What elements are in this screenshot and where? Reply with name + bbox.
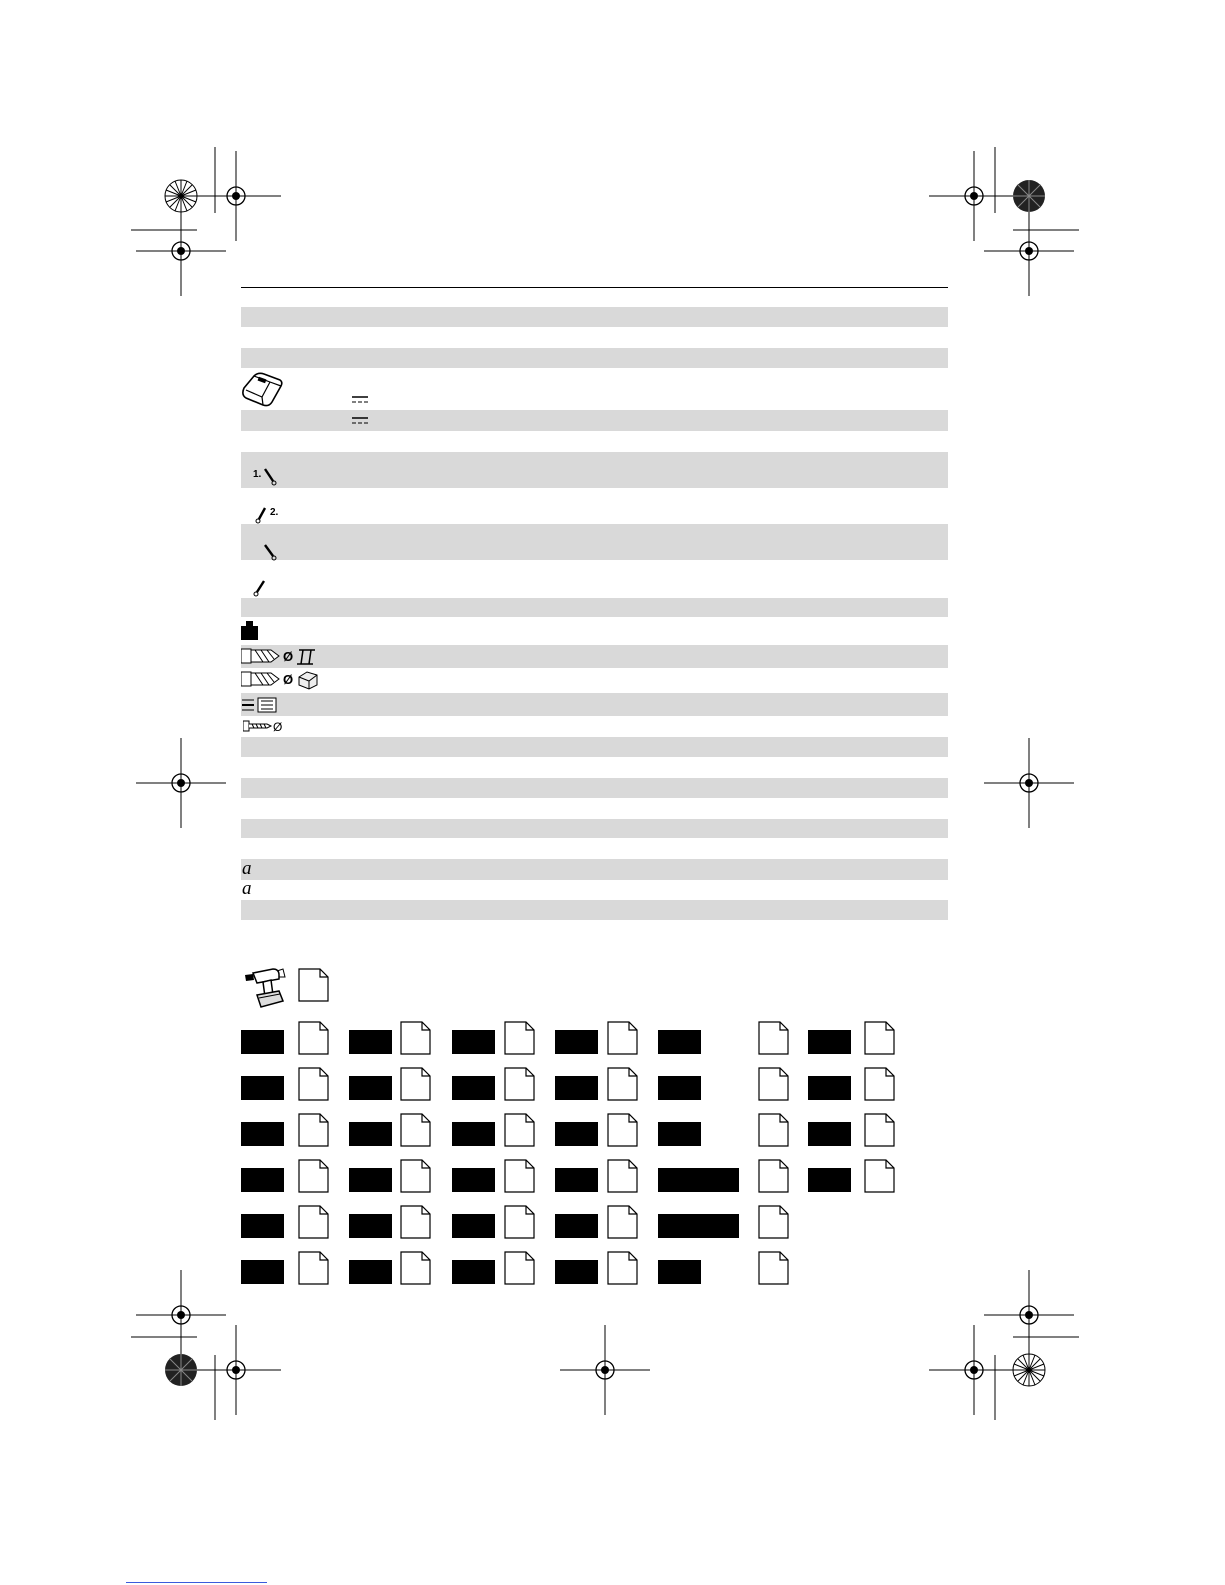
header-rule — [241, 287, 948, 288]
figure-page-icon — [504, 1251, 535, 1285]
figure-page-icon — [298, 1251, 329, 1285]
figure-page-icon — [864, 1159, 895, 1193]
figure-label-block — [555, 1122, 598, 1146]
figure-page-icon — [758, 1159, 789, 1193]
figure-label-block — [349, 1122, 392, 1146]
figure-label-block — [808, 1122, 851, 1146]
figure-page-icon — [504, 1159, 535, 1193]
cordless-drill-icon — [243, 965, 289, 1010]
figure-page-icon — [864, 1113, 895, 1147]
figure-page-icon — [504, 1205, 535, 1239]
figure-page-icon — [607, 1021, 638, 1055]
figure-label-block — [658, 1214, 739, 1238]
figure-page-icon — [758, 1021, 789, 1055]
figure-label-block — [349, 1168, 392, 1192]
gear-2-screwdriver-icon — [255, 505, 281, 525]
table-row-band — [241, 348, 948, 368]
crosshair-mark — [929, 1325, 1019, 1415]
drill-steel-icon — [241, 646, 323, 668]
figure-label-block — [241, 1030, 284, 1054]
acceleration-symbol: a — [242, 858, 252, 879]
battery-pack-icon — [240, 370, 284, 410]
gear-1-screwdriver-icon — [253, 466, 279, 486]
crosshair-mark — [984, 738, 1074, 828]
figure-page-icon — [607, 1251, 638, 1285]
figure-label-block — [658, 1030, 701, 1054]
table-row-band — [241, 819, 948, 838]
figure-page-icon — [400, 1021, 431, 1055]
table-row-band — [241, 307, 948, 327]
figure-page-icon — [298, 1159, 329, 1193]
figure-page-icon — [758, 1113, 789, 1147]
table-row-band — [241, 693, 948, 716]
dc-current-icon — [352, 417, 368, 425]
figure-page-icon — [400, 1251, 431, 1285]
figure-page-icon — [504, 1067, 535, 1101]
figure-label-block — [555, 1260, 598, 1284]
figure-label-block — [241, 1168, 284, 1192]
figure-label-block — [349, 1076, 392, 1100]
figure-page-icon — [298, 1067, 329, 1101]
table-row-band — [241, 645, 948, 668]
dark-wheel — [1013, 180, 1045, 212]
figure-label-block — [555, 1076, 598, 1100]
table-row-band — [241, 410, 948, 431]
screw-diameter-icon — [243, 719, 287, 733]
figure-label-block — [808, 1030, 851, 1054]
table-row-band — [241, 598, 948, 617]
table-row-band — [241, 524, 948, 560]
figure-page-icon — [298, 1205, 329, 1239]
figure-label-block — [452, 1076, 495, 1100]
figure-page-icon — [400, 1205, 431, 1239]
crosshair-mark — [984, 1270, 1074, 1360]
diameter-symbol: Ø — [283, 672, 294, 687]
crosshair-mark — [191, 151, 281, 241]
figure-page-icon — [758, 1251, 789, 1285]
figure-label-block — [452, 1168, 495, 1192]
table-row-band — [241, 778, 948, 798]
dc-current-icon — [352, 396, 368, 404]
figure-page-icon — [504, 1113, 535, 1147]
acceleration-symbol: a — [242, 878, 252, 899]
figure-label-block — [241, 1260, 284, 1284]
table-row-band — [241, 859, 948, 880]
table-row-band — [241, 452, 948, 488]
figure-label-block — [349, 1260, 392, 1284]
weight-icon — [241, 621, 258, 640]
crosshair-mark — [560, 1325, 650, 1415]
figure-page-icon — [400, 1159, 431, 1193]
figure-label-block — [241, 1076, 284, 1100]
crosshair-mark — [929, 151, 1019, 241]
figure-label-block — [555, 1214, 598, 1238]
footer-link-underline — [126, 1582, 267, 1583]
starburst-wheel — [1013, 1354, 1045, 1386]
drill-wood-icon — [241, 669, 323, 691]
svg-text:2.: 2. — [270, 507, 279, 518]
figure-label-block — [808, 1076, 851, 1100]
crosshair-mark — [136, 1270, 226, 1360]
dark-wheel — [165, 1354, 197, 1386]
screwdriver-reverse-icon — [252, 578, 268, 598]
table-row-band — [241, 737, 948, 757]
figure-label-block — [658, 1122, 701, 1146]
crosshair-mark — [136, 738, 226, 828]
figure-page-icon — [400, 1067, 431, 1101]
figure-label-block — [349, 1030, 392, 1054]
figure-page-icon — [864, 1021, 895, 1055]
starburst-wheel — [165, 180, 197, 212]
figure-label-block — [452, 1260, 495, 1284]
figure-page-icon — [298, 1113, 329, 1147]
svg-text:1.: 1. — [253, 469, 262, 480]
screwdriver-forward-icon — [262, 542, 278, 562]
figure-page-icon — [758, 1205, 789, 1239]
figure-page-icon — [607, 1159, 638, 1193]
figure-page-icon — [504, 1021, 535, 1055]
figure-label-block — [241, 1122, 284, 1146]
figure-label-block — [555, 1168, 598, 1192]
figure-label-block — [808, 1168, 851, 1192]
figure-page-icon — [607, 1113, 638, 1147]
diameter-symbol: Ø — [273, 720, 283, 733]
figure-label-block — [555, 1030, 598, 1054]
figure-page-icon — [607, 1067, 638, 1101]
table-row-band — [241, 900, 948, 920]
figure-label-block — [658, 1076, 701, 1100]
figure-page-icon — [298, 1021, 329, 1055]
figure-page-icon — [298, 968, 329, 1002]
figure-label-block — [658, 1168, 739, 1192]
figure-page-icon — [864, 1067, 895, 1101]
crosshair-mark — [136, 206, 226, 296]
torque-clutch-icon — [242, 696, 278, 714]
figure-page-icon — [758, 1067, 789, 1101]
figure-label-block — [452, 1030, 495, 1054]
crosshair-mark — [191, 1325, 281, 1415]
figure-label-block — [349, 1214, 392, 1238]
figure-label-block — [452, 1214, 495, 1238]
figure-label-block — [452, 1122, 495, 1146]
figure-label-block — [241, 1214, 284, 1238]
figure-page-icon — [400, 1113, 431, 1147]
crosshair-mark — [984, 206, 1074, 296]
diameter-symbol: Ø — [283, 649, 294, 664]
figure-label-block — [658, 1260, 701, 1284]
figure-page-icon — [607, 1205, 638, 1239]
